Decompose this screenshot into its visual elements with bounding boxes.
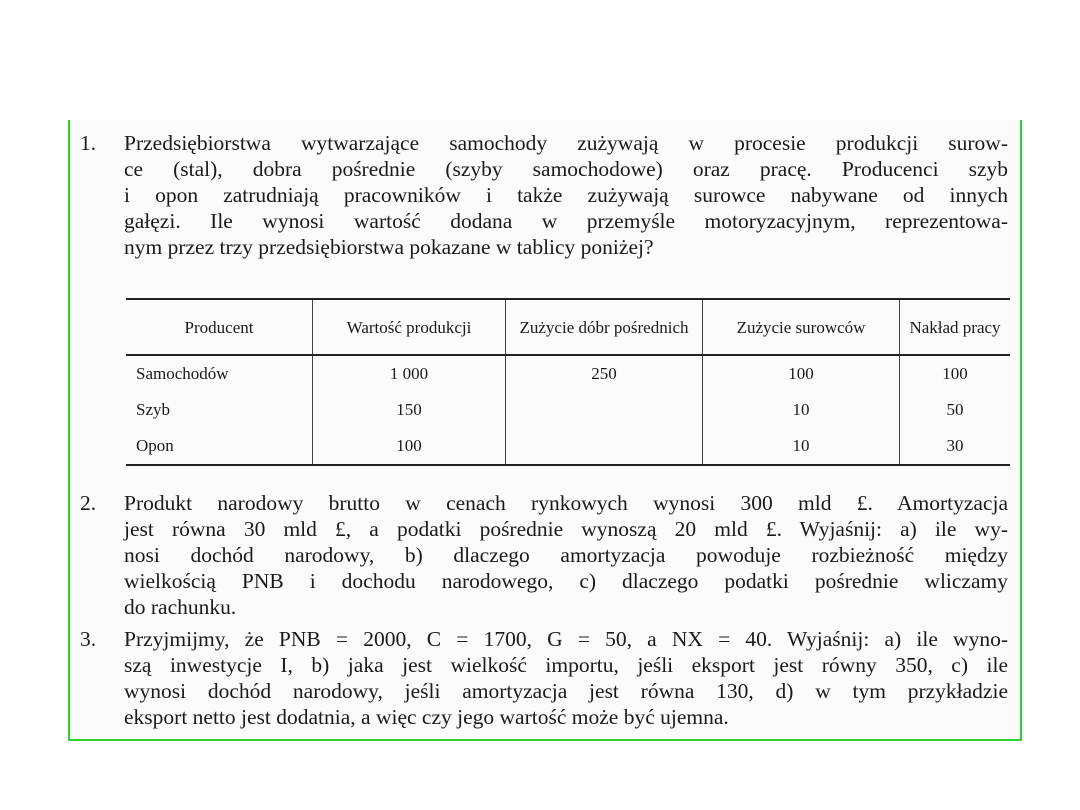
- text-line: i opon zatrudniają pracowników i także zużywają surowce nabywane od innych: [124, 183, 1008, 207]
- table-cell: 250: [506, 355, 703, 392]
- question-text: [124, 130, 1008, 260]
- table-cell: 100: [313, 428, 506, 465]
- table-cell: Szyb: [136, 400, 170, 419]
- text-line: eksport netto jest dodatnia, a więc czy jego wartość może być ujemna.: [124, 705, 729, 729]
- table-cell: 150: [313, 392, 506, 428]
- text-line: Przyjmijmy, że PNB = 2000, C = 1700, G = 50, a NX = 40. Wyjaśnij: a) ile wyno-: [124, 627, 1008, 651]
- table-row: [126, 428, 1010, 465]
- text-line: jest równa 30 mld £, a podatki pośrednie wynoszą 20 mld £. Wyjaśnij: a) ile wy-: [124, 517, 1008, 541]
- table-header-row: [126, 299, 1010, 355]
- header-cell: Zużycie dóbr pośrednich: [506, 299, 703, 355]
- text-line: Produkt narodowy brutto w cenach rynkowych wynosi 300 mld £. Amortyzacja: [124, 491, 1008, 515]
- table-cell: Samochodów: [136, 364, 229, 383]
- document-scan: [68, 120, 1022, 741]
- text-line: Przedsiębiorstwa wytwarzające samochody zużywają w procesie produkcji surow-: [124, 131, 1008, 155]
- table-cell: 30: [900, 428, 1011, 465]
- table-cell: 50: [900, 392, 1011, 428]
- table-cell: Opon: [126, 428, 313, 465]
- question-number: 3.: [80, 627, 97, 651]
- text-line: do rachunku.: [124, 595, 237, 619]
- header-cell: Nakład pracy: [900, 299, 1011, 355]
- table-row: [126, 355, 1010, 392]
- question-1: [80, 130, 1008, 260]
- production-table: [126, 298, 1010, 466]
- question-text: [124, 626, 1008, 730]
- table-cell: 100: [900, 355, 1011, 392]
- question-2: [80, 490, 1008, 620]
- table-cell: 1 000: [313, 355, 506, 392]
- text-line: ce (stal), dobra pośrednie (szyby samochodowe) oraz pracę. Producenci szyb: [124, 157, 1008, 181]
- question-text: [124, 490, 1008, 620]
- table-cell: 10: [703, 428, 900, 465]
- text-line: szą inwestycje I, b) jaka jest wielkość importu, jeśli eksport jest równy 350, c) ile: [124, 653, 1008, 677]
- table-cell: 100: [703, 355, 900, 392]
- text-line: gałęzi. Ile wynosi wartość dodana w przemyśle motoryzacyjnym, reprezentowa-: [124, 209, 1008, 233]
- question-number: 1.: [80, 131, 97, 155]
- question-3: [80, 626, 1008, 730]
- table-cell: 10: [703, 392, 900, 428]
- text-line: nosi dochód narodowy, b) dlaczego amortyzacja powoduje rozbieżność między: [124, 543, 1008, 567]
- header-cell: Wartość produkcji: [313, 299, 506, 355]
- table-cell: [506, 392, 703, 428]
- text-line: wielkością PNB i dochodu narodowego, c) dlaczego podatki pośrednie wliczamy: [124, 569, 1008, 593]
- header-cell: Zużycie surowców: [703, 299, 900, 355]
- question-number: 2.: [80, 491, 97, 515]
- table-cell: [506, 428, 703, 465]
- text-line: nym przez trzy przedsiębiorstwa pokazane w tablicy poniżej?: [124, 235, 654, 259]
- header-cell: Producent: [126, 299, 313, 355]
- table-row: [126, 392, 1010, 428]
- text-line: wynosi dochód narodowy, jeśli amortyzacja jest równa 130, d) w tym przykładzie: [124, 679, 1008, 703]
